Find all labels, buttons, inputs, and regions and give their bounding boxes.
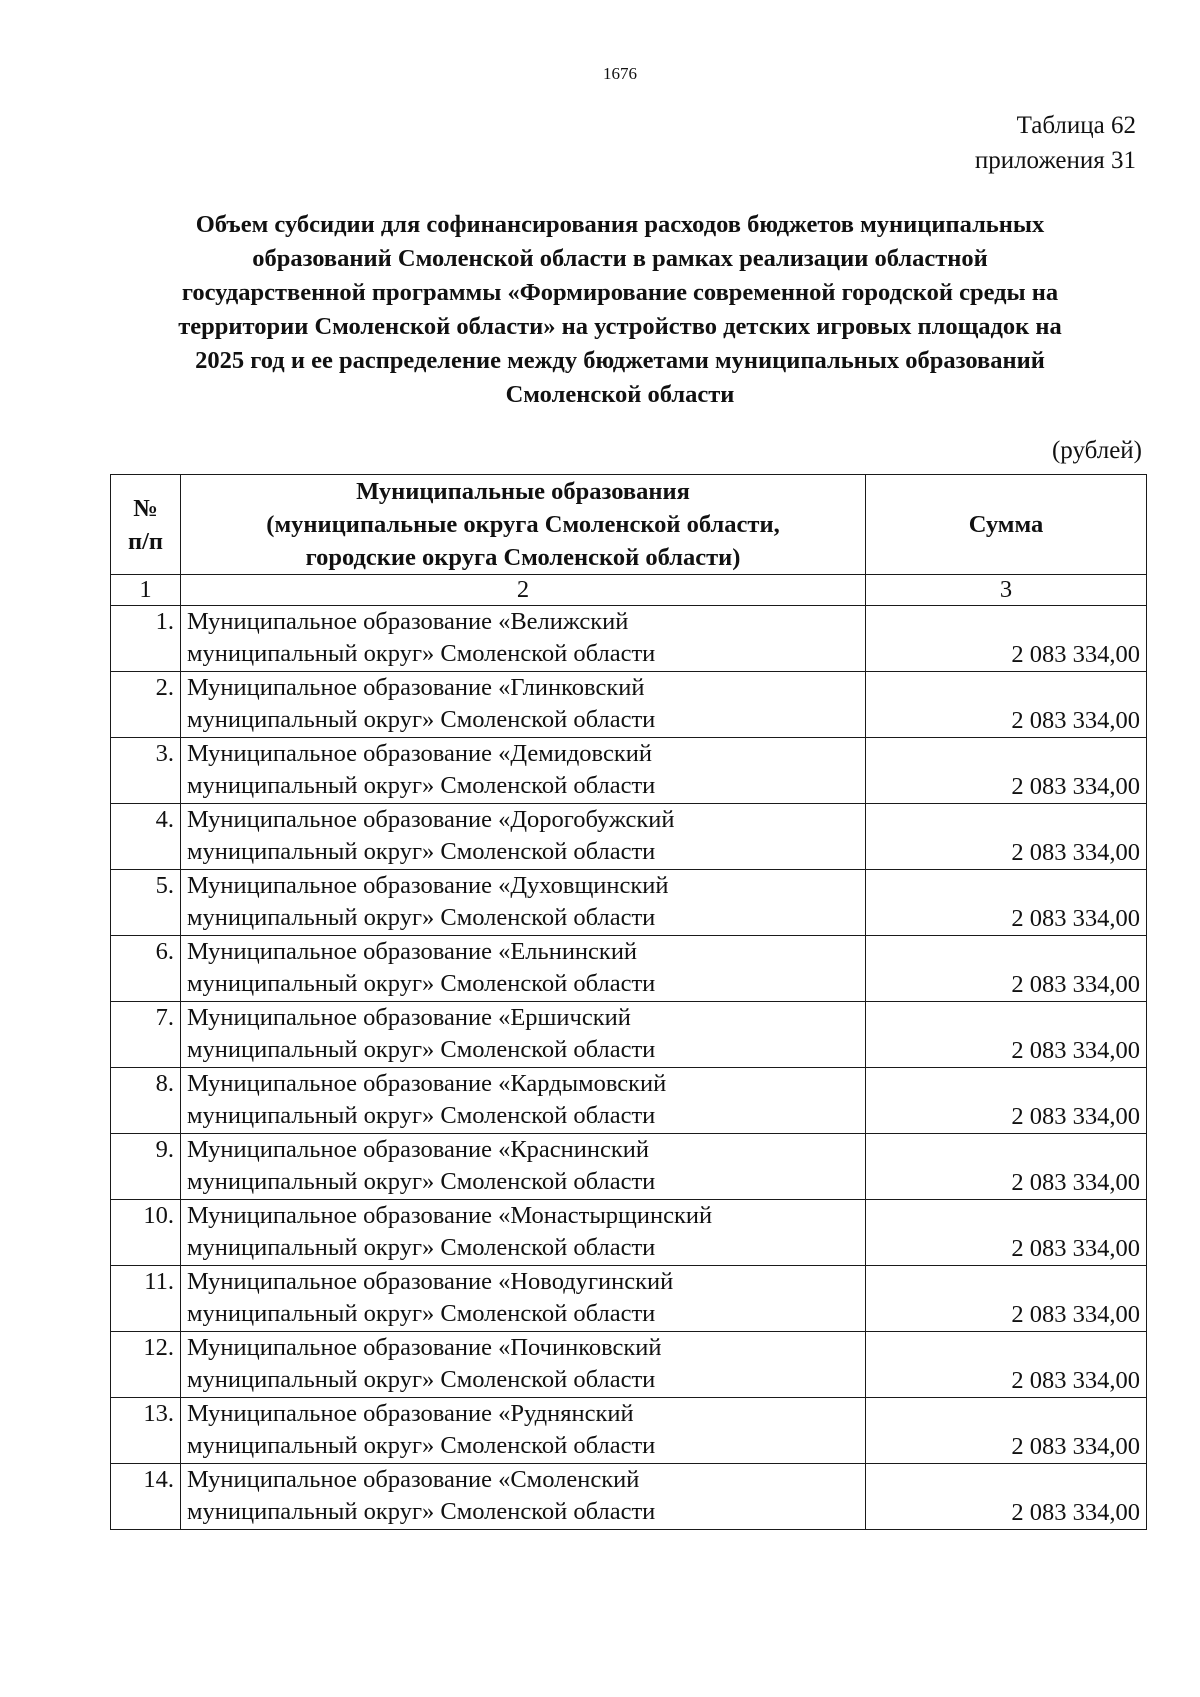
row-number: 2. xyxy=(111,672,181,738)
units-label: (рублей) xyxy=(1051,437,1142,464)
municipality-name-line: муниципальный округ» Смоленской области xyxy=(187,772,656,799)
municipality-name xyxy=(181,1266,866,1332)
municipality-name-line: муниципальный округ» Смоленской области xyxy=(187,1300,656,1327)
document-title xyxy=(110,208,1130,412)
subsidy-amount: 2 083 334,00 xyxy=(866,936,1147,1002)
header-number xyxy=(111,475,181,575)
row-number: 6. xyxy=(111,936,181,1002)
municipality-name-line: муниципальный округ» Смоленской области xyxy=(187,904,656,931)
subsidy-amount: 2 083 334,00 xyxy=(866,738,1147,804)
municipality-name xyxy=(181,672,866,738)
title-line: территории Смоленской области» на устройство детских игровых площадок на xyxy=(178,313,1062,340)
table-reference-line: Таблица 62 xyxy=(1016,112,1136,139)
row-number: 13. xyxy=(111,1398,181,1464)
municipality-name xyxy=(181,606,866,672)
municipality-name-line: Муниципальное образование «Ершичский xyxy=(187,1004,631,1031)
header-municipalities-line: (муниципальные округа Смоленской области, xyxy=(266,511,780,538)
row-number: 3. xyxy=(111,738,181,804)
row-number: 9. xyxy=(111,1134,181,1200)
table-row xyxy=(111,1266,1147,1332)
title-line: государственной программы «Формирование современной городской среды на xyxy=(181,279,1059,306)
municipality-name xyxy=(181,1068,866,1134)
row-number: 4. xyxy=(111,804,181,870)
municipality-name-line: Муниципальное образование «Демидовский xyxy=(187,740,652,767)
table-reference xyxy=(975,108,1136,178)
table-row xyxy=(111,1200,1147,1266)
subsidy-amount: 2 083 334,00 xyxy=(866,1464,1147,1530)
header-number-abbrev: п/п xyxy=(127,527,164,555)
table-row xyxy=(111,870,1147,936)
row-number: 12. xyxy=(111,1332,181,1398)
municipality-name xyxy=(181,1200,866,1266)
table-row xyxy=(111,936,1147,1002)
row-number: 8. xyxy=(111,1068,181,1134)
header-amount: Сумма xyxy=(866,475,1147,575)
municipality-name-line: Муниципальное образование «Монастырщинский xyxy=(187,1202,713,1229)
subsidy-amount: 2 083 334,00 xyxy=(866,1002,1147,1068)
table-row xyxy=(111,738,1147,804)
municipality-name-line: муниципальный округ» Смоленской области xyxy=(187,640,656,667)
table-header-row xyxy=(111,475,1147,575)
municipality-name xyxy=(181,804,866,870)
municipality-name-line: Муниципальное образование «Смоленский xyxy=(187,1466,640,1493)
table-row xyxy=(111,1464,1147,1530)
municipality-name-line: Муниципальное образование «Глинковский xyxy=(187,674,645,701)
municipality-name xyxy=(181,1134,866,1200)
municipality-name-line: Муниципальное образование «Велижский xyxy=(187,608,629,635)
header-municipalities xyxy=(181,475,866,575)
municipality-name xyxy=(181,1398,866,1464)
municipality-name-line: Муниципальное образование «Духовщинский xyxy=(187,872,669,899)
header-number-symbol: № xyxy=(133,494,158,522)
title-line: 2025 год и ее распределение между бюджетами муниципальных образований xyxy=(195,347,1045,374)
table-row xyxy=(111,606,1147,672)
municipality-name xyxy=(181,738,866,804)
subsidy-amount: 2 083 334,00 xyxy=(866,870,1147,936)
municipality-name-line: Муниципальное образование «Починковский xyxy=(187,1334,662,1361)
subsidy-amount: 2 083 334,00 xyxy=(866,804,1147,870)
municipality-name-line: муниципальный округ» Смоленской области xyxy=(187,1432,656,1459)
row-number: 11. xyxy=(111,1266,181,1332)
subsidy-amount: 2 083 334,00 xyxy=(866,1266,1147,1332)
municipality-name-line: муниципальный округ» Смоленской области xyxy=(187,838,656,865)
municipality-name-line: Муниципальное образование «Руднянский xyxy=(187,1400,634,1427)
table-row xyxy=(111,1068,1147,1134)
municipality-name-line: Муниципальное образование «Кардымовский xyxy=(187,1070,667,1097)
municipality-name-line: муниципальный округ» Смоленской области xyxy=(187,1498,656,1525)
municipality-name xyxy=(181,936,866,1002)
municipality-name-line: муниципальный округ» Смоленской области xyxy=(187,1102,656,1129)
table-row xyxy=(111,1332,1147,1398)
municipality-name-line: Муниципальное образование «Новодугинский xyxy=(187,1268,674,1295)
row-number: 5. xyxy=(111,870,181,936)
column-number: 1 xyxy=(111,575,181,606)
column-number: 2 xyxy=(181,575,866,606)
subsidy-amount: 2 083 334,00 xyxy=(866,1068,1147,1134)
municipality-name-line: муниципальный округ» Смоленской области xyxy=(187,1366,656,1393)
column-number-row xyxy=(111,575,1147,606)
table-row xyxy=(111,1002,1147,1068)
page-number: 1676 xyxy=(603,64,637,83)
table-row xyxy=(111,1134,1147,1200)
subsidy-table xyxy=(110,474,1147,1530)
subsidy-amount: 2 083 334,00 xyxy=(866,1134,1147,1200)
row-number: 1. xyxy=(111,606,181,672)
title-line: Объем субсидии для софинансирования расходов бюджетов муниципальных xyxy=(195,211,1045,238)
municipality-name-line: муниципальный округ» Смоленской области xyxy=(187,1168,656,1195)
municipality-name xyxy=(181,1002,866,1068)
municipality-name-line: муниципальный округ» Смоленской области xyxy=(187,706,656,733)
subsidy-amount: 2 083 334,00 xyxy=(866,1332,1147,1398)
municipality-name-line: муниципальный округ» Смоленской области xyxy=(187,970,656,997)
subsidy-amount: 2 083 334,00 xyxy=(866,606,1147,672)
appendix-reference-line: приложения 31 xyxy=(974,147,1136,174)
subsidy-amount: 2 083 334,00 xyxy=(866,672,1147,738)
row-number: 14. xyxy=(111,1464,181,1530)
header-municipalities-line: городские округа Смоленской области) xyxy=(305,544,741,571)
column-number: 3 xyxy=(866,575,1147,606)
table-row xyxy=(111,804,1147,870)
title-line: Смоленской области xyxy=(505,381,735,408)
municipality-name-line: муниципальный округ» Смоленской области xyxy=(187,1234,656,1261)
municipality-name-line: муниципальный округ» Смоленской области xyxy=(187,1036,656,1063)
row-number: 10. xyxy=(111,1200,181,1266)
subsidy-amount: 2 083 334,00 xyxy=(866,1398,1147,1464)
header-municipalities-line: Муниципальные образования xyxy=(356,478,690,505)
municipality-name xyxy=(181,870,866,936)
municipality-name-line: Муниципальное образование «Дорогобужский xyxy=(187,806,675,833)
municipality-name xyxy=(181,1332,866,1398)
municipality-name-line: Муниципальное образование «Ельнинский xyxy=(187,938,638,965)
municipality-name xyxy=(181,1464,866,1530)
row-number: 7. xyxy=(111,1002,181,1068)
municipality-name-line: Муниципальное образование «Краснинский xyxy=(187,1136,650,1163)
table-row xyxy=(111,1398,1147,1464)
title-line: образований Смоленской области в рамках реализации областной xyxy=(252,245,988,272)
subsidy-amount: 2 083 334,00 xyxy=(866,1200,1147,1266)
table-row xyxy=(111,672,1147,738)
